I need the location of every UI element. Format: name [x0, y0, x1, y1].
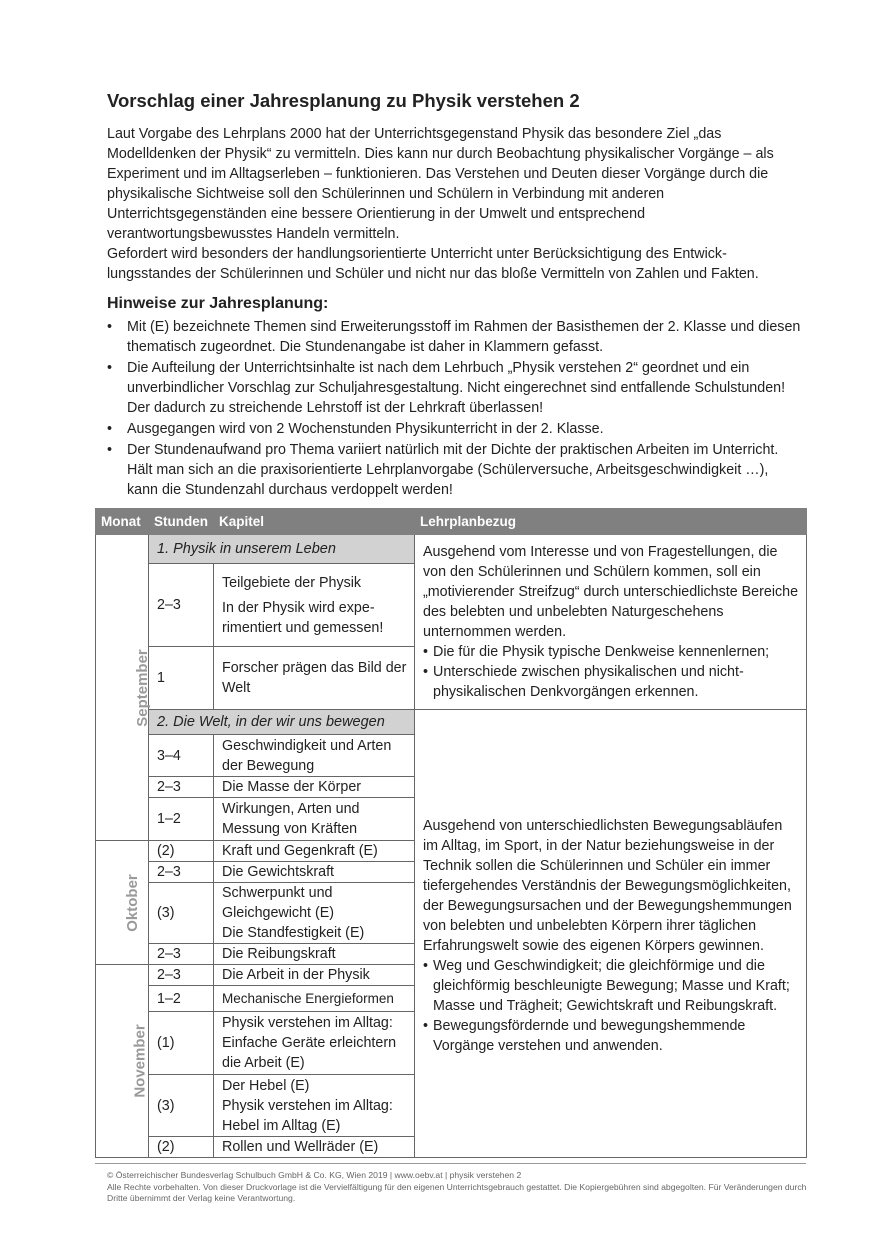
- topic-cell: Rollen und Wellräder (E): [214, 1137, 415, 1158]
- topic-cell: Forscher prägen das Bild der Welt: [214, 647, 415, 710]
- hours-cell: 2–3: [149, 965, 214, 986]
- hint-item: • Die Aufteilung der Unterrichtsinhalte ist nach dem Lehrbuch „Physik verstehen 2“ geordnet und ein unverbindlicher Vorschlag zur Schuljahresgestaltung. Nicht eingerechnet sind entfallende Schulstunden! Der dadurch zu streichende Lehrstoff ist der Lehrkraft überlassen!: [107, 360, 786, 416]
- hints-title: Hinweise zur Jahresplanung:: [107, 295, 329, 312]
- bullet-icon: •: [107, 319, 113, 335]
- bullet-icon: •: [107, 421, 113, 437]
- month-september: September: [96, 535, 149, 841]
- hours-cell: (2): [149, 1137, 214, 1158]
- list-item: • Bewegungsfördernde und bewegungshemmende Vorgänge verstehen und anwenden.: [423, 1017, 746, 1054]
- month-oktober: Oktober: [96, 841, 149, 965]
- hours-cell: (3): [149, 1075, 214, 1137]
- chapter-2-title: 2. Die Welt, in der wir uns bewegen: [149, 710, 415, 735]
- hours-cell: (3): [149, 883, 214, 944]
- table-header-row: [96, 509, 807, 535]
- topic-cell: Wirkungen, Arten und Messung von Kräften: [214, 798, 415, 841]
- footer-rights: Alle Rechte vorbehalten. Von dieser Druckvorlage ist die Vervielfältigung für den eigenen Unterrichtsgebrauch gestattet. Die Kopiergebühren sind abgegolten. Für Veränderungen durch Dritte übernimmt der Verlag keine Verantwortung.: [107, 1181, 807, 1203]
- hint-item: • Ausgegangen wird von 2 Wochenstunden Physikunterricht in der 2. Klasse.: [107, 421, 604, 437]
- list-item: • Unterschiede zwischen physikalischen und nicht-physikalischen Denkvorgängen erkennen.: [423, 664, 744, 700]
- topic-cell: Der Hebel (E) Physik verstehen im Alltag: Hebel im Alltag (E): [214, 1075, 415, 1137]
- footer-copyright: © Österreichischer Bundesverlag Schulbuch GmbH & Co. KG, Wien 2019 | www.oebv.at | physik verstehen 2: [107, 1170, 522, 1180]
- topic-cell: Die Arbeit in der Physik: [214, 965, 415, 986]
- chapter-1-title: 1. Physik in unserem Leben: [149, 535, 415, 564]
- hours-cell: 1–2: [149, 986, 214, 1012]
- hours-cell: 1–2: [149, 798, 214, 841]
- table-row: [96, 710, 807, 735]
- table-row: [96, 535, 807, 564]
- topic-cell: Die Gewichtskraft: [214, 862, 415, 883]
- bullet-icon: •: [423, 957, 429, 974]
- hours-cell: 2–3: [149, 862, 214, 883]
- topic-cell: Physik verstehen im Alltag: Einfache Geräte erleichtern die Arbeit (E): [214, 1012, 415, 1075]
- header-monat: Monat: [96, 509, 149, 535]
- bullet-icon: •: [423, 1017, 429, 1034]
- header-lehrplanbezug: Lehrplanbezug: [415, 509, 807, 535]
- bullet-icon: •: [107, 442, 113, 458]
- hours-cell: (2): [149, 841, 214, 862]
- topic-cell: Die Masse der Körper: [214, 777, 415, 798]
- header-stunden: Stunden: [149, 509, 214, 535]
- intro-paragraph-1: Laut Vorgabe des Lehrplans 2000 hat der Unterrichtsgegenstand Physik das besondere Ziel „das Modelldenken der Physik“ zu vermitteln. Dies kann nur durch Beobachtung physikalischer Vorgänge – als Experiment und im Alltagserleben – funktionieren. Das Verstehen und Deuten dieser Vorgänge durch die physikalische Sichtweise soll den Schülerinnen und Schülern in Verbindung mit anderen Unterrichtsgegenständen eine bessere Orientierung in der Umwelt und entsprechend verantwortungsbewusstes Handeln vermitteln.: [107, 126, 774, 242]
- hint-item: • Der Stundenaufwand pro Thema variiert natürlich mit der Dichte der praktischen Arbeiten im Unterricht. Hält man sich an die praxisorientierte Lehrplanvorgabe (Schülerversuche, Arbeitsgeschwindigkeit …), kann die Stundenzahl durchaus verdoppelt werden!: [107, 442, 779, 498]
- hours-cell: (1): [149, 1012, 214, 1075]
- intro-text: [107, 124, 802, 284]
- topic-cell: Die Reibungskraft: [214, 944, 415, 965]
- bullet-icon: •: [423, 644, 429, 660]
- topic-cell: Kraft und Gegenkraft (E): [214, 841, 415, 862]
- hours-cell: 2–3: [149, 777, 214, 798]
- hours-cell: 2–3: [149, 944, 214, 965]
- topic-cell: Geschwindigkeit und Arten der Bewegung: [214, 735, 415, 777]
- hours-cell: 2–3: [149, 564, 214, 647]
- hours-cell: 1: [149, 647, 214, 710]
- page-title: Vorschlag einer Jahresplanung zu Physik verstehen 2: [107, 90, 580, 111]
- lehrplanbezug-2: Ausgehend von unterschiedlichsten Bewegungsabläufen im Alltag, im Sport, in der Natur beziehungsweise in der Technik sollen die Schülerinnen und Schüler ein immer tiefergehendes Verständnis der Bewegungsmöglichkeiten, der Bewegungsursachen und der Bewegungshemmungen von belebten und unbelebten Körpern ihrer täglichen Erfahrungswelt sowie des eigenen Körpers gewinnen. • Weg und Geschwindigkeit; die gleichförmige und die gleichförmig beschleunigte Bewegung; Masse und Kraft; Masse und Trägheit; Gewichtskraft und Reibungskraft. • Bewegungsfördernde und bewegungshemmende Vorgänge verstehen und anwenden.: [415, 710, 807, 1158]
- year-plan-table: [95, 508, 807, 1158]
- hint-item: • Mit (E) bezeichnete Themen sind Erweiterungsstoff im Rahmen der Basisthemen der 2. Klasse und diesen thematisch zugeordnet. Die Stundenangabe ist daher in Klammern gefasst.: [107, 319, 801, 355]
- list-item: • Weg und Geschwindigkeit; die gleichförmige und die gleichförmig beschleunigte Bewegung; Masse und Kraft; Masse und Trägheit; Gewichtskraft und Reibungskraft.: [423, 957, 790, 1014]
- footer-divider: [95, 1163, 806, 1164]
- list-item: • Die für die Physik typische Denkweise kennenlernen;: [423, 644, 770, 660]
- hours-cell: 3–4: [149, 735, 214, 777]
- topic-cell: Schwerpunkt und Gleichgewicht (E) Die Standfestigkeit (E): [214, 883, 415, 944]
- lehrplanbezug-1: Ausgehend vom Interesse und von Fragestellungen, die von den Schülerinnen und Schülern kommen, soll ein „motivierender Streifzug“ durch unterschiedlichste Bereiche des belebten und unbelebten Naturgeschehens unternommen werden. • Die für die Physik typische Denkweise kennenlernen; • Unterschiede zwischen physikalischen und nicht-physikalischen Denkvorgängen erkennen.: [415, 535, 807, 710]
- intro-paragraph-2: Gefordert wird besonders der handlungsorientierte Unterricht unter Berücksichtigung des Entwicklungsstandes der Schülerinnen und Schüler und nicht nur das bloße Vermitteln von Zahlen und Fakten.: [107, 246, 759, 282]
- month-november: November: [96, 965, 149, 1158]
- footer: [107, 1170, 807, 1205]
- hints-list: [107, 317, 802, 501]
- topic-cell: Mechanische Energieformen: [214, 986, 415, 1012]
- bullet-icon: •: [423, 664, 429, 680]
- topic-cell: Teilgebiete der Physik In der Physik wird experimentiert und gemessen!: [214, 564, 415, 647]
- bullet-icon: •: [107, 360, 113, 376]
- header-kapitel: Kapitel: [214, 509, 415, 535]
